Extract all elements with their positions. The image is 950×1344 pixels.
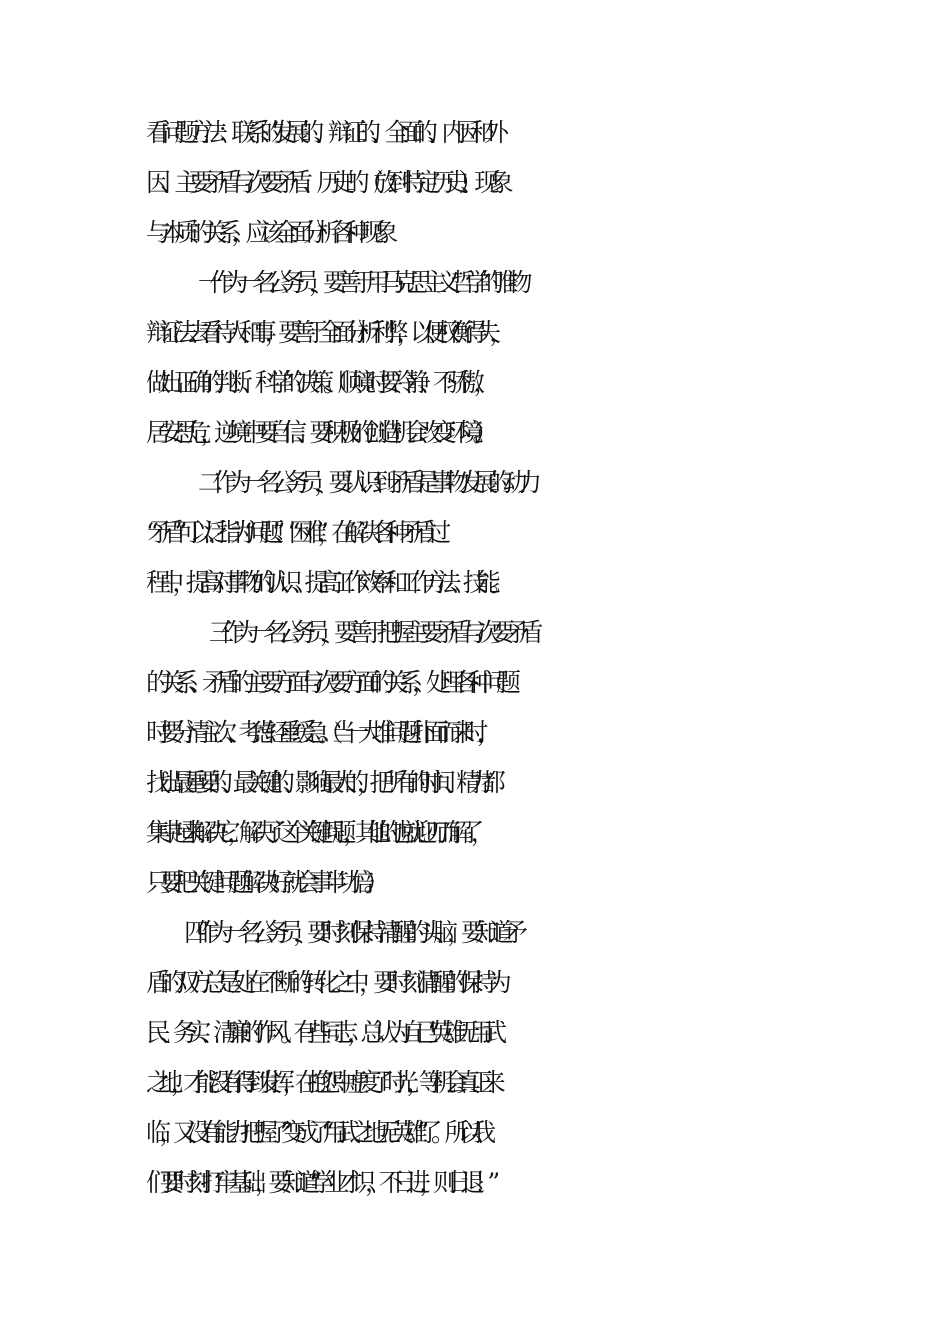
text-line-22: 们要时刻打牢基础，要知道“学业才识，不日进，则日退！”: [146, 1168, 489, 1197]
text-line-2: 因、主要矛盾与次要矛盾、历史的（放到特定历史）、现象: [146, 168, 503, 197]
text-line-19: 民、务实、清廉的作风。有些同志，总认为自己“英雄无用武: [146, 1018, 496, 1047]
text-line-13: 时要分清主次、考虑轻重缓急。（当一大堆问题扑面而来时，: [146, 718, 490, 747]
text-line-18: 盾的双方总是处在不断的转化之中，要时刻清醒的保持为: [146, 968, 502, 997]
text-line-9: “矛盾”可以泛指为“问题”、“困难”，在解决各种矛盾过: [146, 518, 440, 547]
text-line-4: 一 作为一名公务员，要善于用马克思主义哲学的唯物: [198, 268, 522, 297]
text-line-5: 辩证法去看待人和事，要善于全面分析利弊，以便权衡得失，: [146, 318, 503, 347]
text-line-16: 只要把关键问题解决好就会事半功倍。）: [146, 868, 379, 897]
text-line-20: 之地，才能没有得到发挥，在抱怨中虚度了时光，等机会真正来: [146, 1068, 494, 1097]
text-line-7: 居安思危，逆境中要自信、要积极的创造机会改变环境。）: [146, 418, 488, 447]
text-line-14: 找出最重要的、最关键的、影响最大的，把所有的时间、精力都: [146, 768, 494, 797]
text-line-8: 二作为一名公务员，要认识到矛盾是事物发展的动力: [198, 468, 532, 497]
text-line-21: 临，又没有能力把握了”变成了“用武之地无英雄”了。所以我: [146, 1118, 485, 1147]
text-line-12: 的关系、矛盾的主要方面与次要方面的关系，处理各种问题: [146, 668, 511, 697]
text-line-17: 四 作为一名公务员，要时刻保持清醒的头脑，要知道矛: [184, 918, 517, 947]
text-line-3: 与本质的关系，应该全面分析各种现象: [146, 218, 388, 247]
text-line-11: 三 作为一名公务员，要善于把握主要矛盾与次要矛盾: [209, 618, 533, 647]
text-line-10: 程中，提高对事物的认识、提高工作效率和工作方法、技能。: [146, 568, 503, 597]
text-line-6: 做出正确的判断、科学的决策。（顺境时要冷静、不骄傲，: [146, 368, 488, 397]
text-line-1: 看问题方法：联系的 发展的、辩证的、全面的、内因和外: [146, 118, 499, 147]
text-line-15: 集中起来解决它，解决了这个关键问题，其他的也就迎刃而解了，: [146, 818, 483, 847]
